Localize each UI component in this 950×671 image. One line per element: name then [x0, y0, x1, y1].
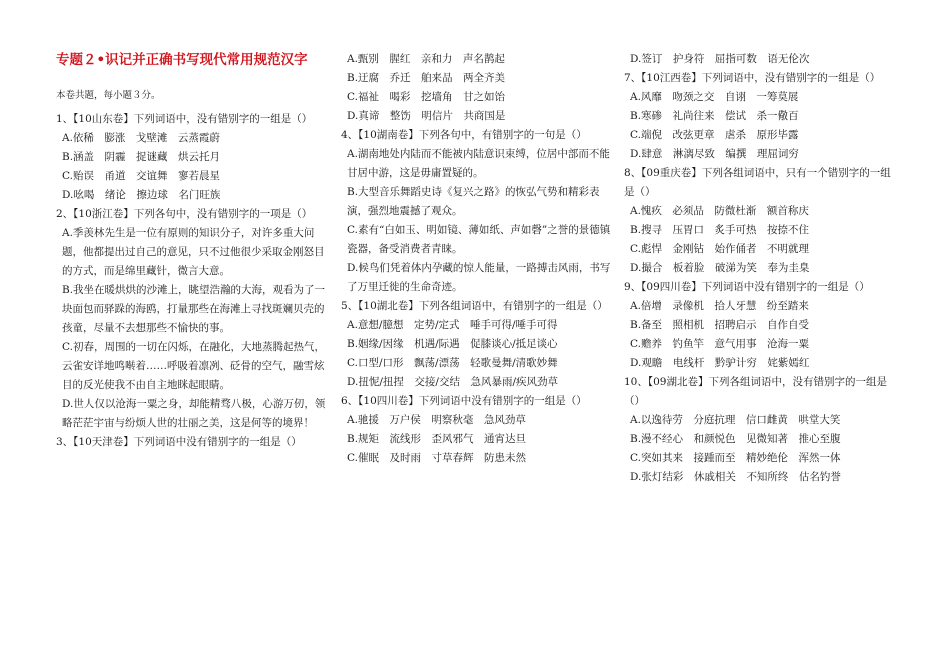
- question-1: [56, 110, 326, 205]
- option-a: A.依稀 膨涨 戈壁滩 云蒸霞蔚: [62, 132, 220, 144]
- question-9: [624, 278, 900, 373]
- question-stem: 5、【10湖北卷】下列各组词语中，有错别字的一组是（）: [341, 300, 608, 312]
- question-stem: 1、【10山东卷】下列词语中，没有错别字的一组是（）: [56, 113, 313, 125]
- option-d: D.扭怩/扭捏 交接/交结 急风暴雨/疾风劲草: [347, 376, 558, 388]
- option-d: D.真谛 整饬 明信片 共商国是: [347, 110, 506, 122]
- question-3-options: [341, 50, 613, 126]
- option-d: D.肆意 淋漓尽致 编撰 理屈词穷: [630, 148, 799, 160]
- question-3: [56, 433, 326, 452]
- question-4: [341, 126, 613, 297]
- column-right: [624, 50, 900, 487]
- intro-text: 本卷共题，每小题３分。: [56, 90, 161, 101]
- page-title: 专题２•识记并正确书写现代常用规范汉字: [56, 52, 308, 68]
- question-stem: 10、【09湖北卷】下列各组词语中，没有错别字的一组是（）: [624, 376, 887, 407]
- option-c: C.素有“白如玉、明如镜、薄如纸、声如磬”之誉的景德镇瓷器，备受消费者青睐。: [347, 224, 611, 255]
- option-c: C.福祉 喝彩 挖墙角 甘之如饴: [347, 91, 505, 103]
- option-d: D.观瞻 电线杆 黔驴计穷 姹紫嫣红: [630, 357, 810, 369]
- option-d: D.世人仅以沧海一粟之身，却能精骛八极，心游万仞，领略茫茫宇宙与纷烦人世的壮丽之美，这是何等的境界！: [62, 398, 326, 429]
- question-10: [624, 373, 900, 487]
- column-left: [56, 50, 326, 452]
- question-stem: 7、【10江西卷】下列词语中，没有错别字的一组是（）: [624, 72, 881, 84]
- option-c: C.初春，周围的一切在闪烁，在融化，大地蒸腾起热气，云雀安详地鸣啭着……呼吸着凛冽、砭骨的空气，融雪炫目的反光使我不由自主地眯起眼睛。: [62, 341, 325, 391]
- option-a: A.以逸待劳 分庭抗理 信口雌黄 哄堂大笑: [630, 414, 841, 426]
- option-c: C.赡养 钓鱼竿 意气用事 沧海一粟: [630, 338, 809, 350]
- option-b: B.我坐在暖烘烘的沙滩上，眺望浩瀚的大海，观看为了一块面包而驿跺的海鸥，打量那些在海滩上寻找斑斓贝壳的孩童，尽量不去想那些不愉快的事。: [62, 284, 326, 334]
- column-middle: [341, 50, 613, 468]
- question-5: [341, 297, 613, 392]
- option-b: B.涵盖 阴霾 捉谜藏 烘云托月: [62, 151, 221, 163]
- option-c: C.催眠 及时雨 寸草春辉 防患未然: [347, 452, 526, 464]
- question-2: [56, 205, 326, 433]
- option-a: A.风靡 吻颈之交 自诩 一筹莫展: [630, 91, 799, 103]
- option-d: D.撮合 板着脸 破涕为笑 奉为圭臬: [630, 262, 810, 274]
- question-stem: 6、【10四川卷】下列词语中没有错别字的一组是（）: [341, 395, 587, 407]
- option-b: B.漫不经心 和颜悦色 见微知著 推心至腹: [630, 433, 841, 445]
- option-d: D.候鸟们凭着体内孕藏的惊人能量，一路搏击风雨，书写了万里迁徙的生命奇迹。: [347, 262, 611, 293]
- option-c: C.彪悍 金刚钻 始作俑者 不明就理: [630, 243, 809, 255]
- option-a: A.甄别 腥红 亲和力 声名鹊起: [347, 53, 505, 65]
- option-c: C.贻误 甬道 交谊舞 寥若晨星: [62, 170, 220, 182]
- question-stem: 8、【09重庆卷】下列各组词语中，只有一个错别字的一组是（）: [624, 167, 891, 198]
- option-b: B.寒碜 礼尚往来 偿试 杀一儆百: [630, 110, 799, 122]
- option-b: B.搜寻 压胃口 炙手可热 按捺不住: [630, 224, 810, 236]
- option-c: C.端倪 改弦更章 虐杀 原形毕露: [630, 129, 799, 141]
- option-a: A.意想/臆想 定势/定式 唾手可得/唾手可得: [347, 319, 558, 331]
- option-a: A.愧疚 必须品 防微杜渐 额首称庆: [630, 205, 809, 217]
- option-a: A.湖南地处内陆而不能被内陆意识束缚，位居中部而不能甘居中游，这是毋庸置疑的。: [347, 148, 610, 179]
- option-b: B.大型音乐舞蹈史诗《复兴之路》的恢弘气势和精彩表演，强烈地震撼了观众。: [347, 186, 600, 217]
- option-d: D.张灯结彩 休戚相关 不知所终 估名钓誉: [630, 471, 841, 483]
- option-a: A.驰援 万户侯 明察秋毫 急风劲草: [347, 414, 526, 426]
- question-stem: 2、【10浙江卷】下列各句中，没有错别字的一项是（）: [56, 208, 313, 220]
- option-c: C.突如其来 接踵而至 精妙绝伦 浑然一体: [630, 452, 841, 464]
- option-b: B.备至 照相机 招聘启示 自作自受: [630, 319, 810, 331]
- option-b: B.迂腐 乔迁 舶来品 两全齐美: [347, 72, 506, 84]
- question-stem: 4、【10湖南卷】下列各句中，有错别字的一句是（）: [341, 129, 587, 141]
- option-c: C.口型/口形 飘荡/漂荡 轻歌曼舞/清歌妙舞: [347, 357, 558, 369]
- option-a: A.季羡林先生是一位有原则的知识分子，对许多重大问题，他都提出过自己的意见，只不过他很少采取金刚怒目的方式，而是绵里藏针，微言大意。: [62, 227, 325, 277]
- option-b: B.规矩 流线形 歪风邪气 通宵达旦: [347, 433, 527, 445]
- option-b: B.姻缘/因缘 机遇/际遇 促膝谈心/抵足谈心: [347, 338, 558, 350]
- question-6: [341, 392, 613, 468]
- question-stem: 9、【09四川卷】下列词语中没有错别字的一组是（）: [624, 281, 870, 293]
- question-6-options: [624, 50, 900, 69]
- option-a: A.倍增 录像机 拾人牙慧 纷至踏来: [630, 300, 809, 312]
- option-d: D.签订 护身符 屈指可数 语无伦次: [630, 53, 810, 65]
- question-8: [624, 164, 900, 278]
- question-7: [624, 69, 900, 164]
- question-stem: 3、【10天津卷】下列词语中没有错别字的一组是（）: [56, 436, 302, 448]
- option-d: D.吆喝 绪论 擦边球 名门旺族: [62, 189, 221, 201]
